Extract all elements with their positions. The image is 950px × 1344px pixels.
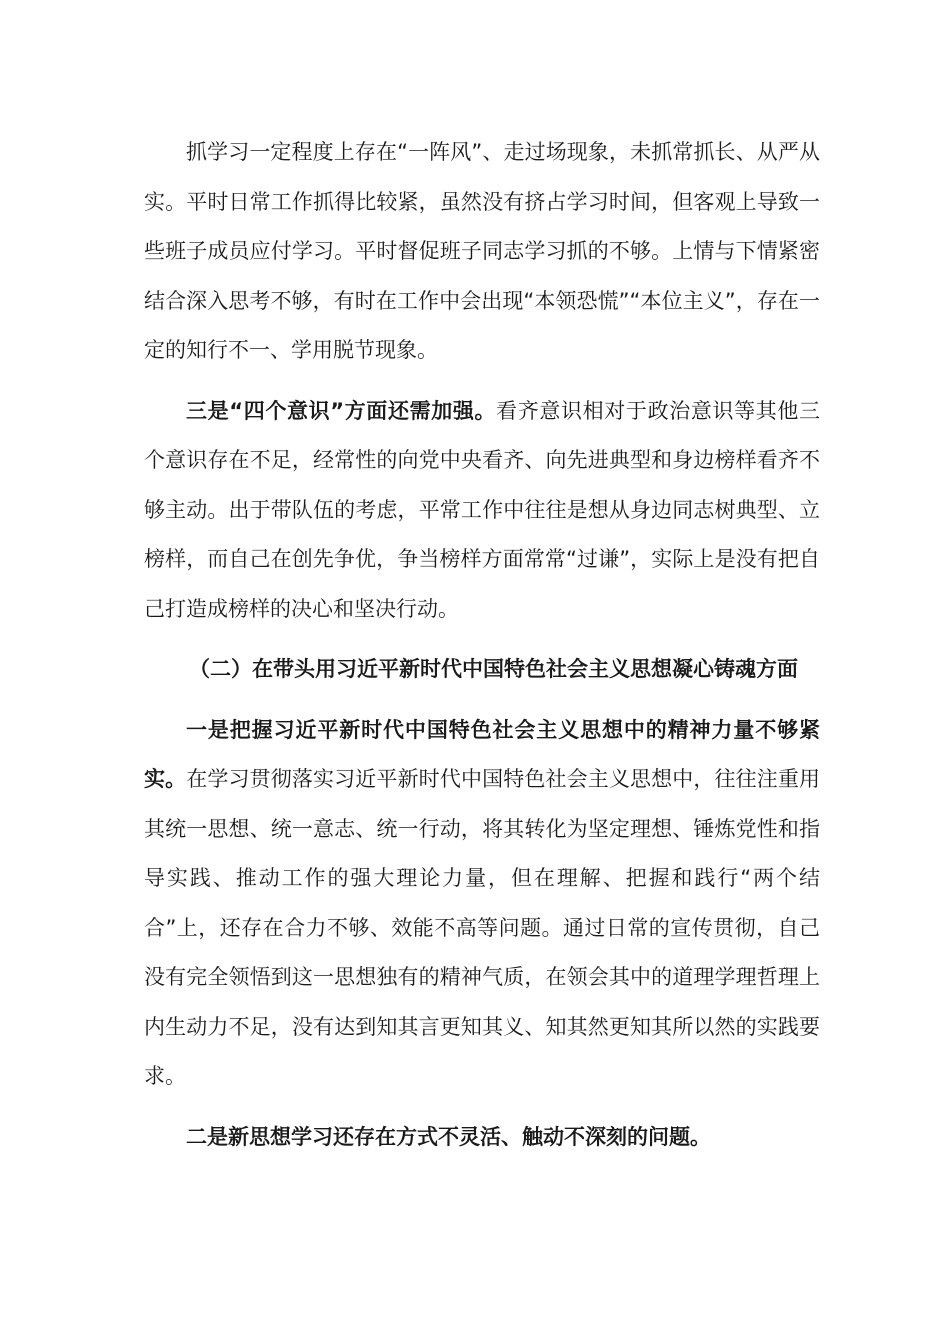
body-paragraph: [144, 1113, 820, 1163]
paragraph-lead: 三是“四个意识”方面还需加强。: [186, 398, 497, 423]
paragraph-text: 在学习贯彻落实习近平新时代中国特色社会主义思想中，往往注重用其统一思想、统一意志、统一行动，将其转化为坚定理想、锤炼党性和指导实践、推动工作的强大理论力量，但在理解、把握和践行“两个结合”上，还存在合力不够、效能不高等问题。通过日常的宣传贯彻，自己没有完全领悟到这一思想独有的精神气质，在领会其中的道理学理哲理上内生动力不足，没有达到知其言更知其义、知其然更知其所以然的实践要求。: [144, 767, 821, 1088]
body-paragraph: [144, 128, 820, 376]
body-paragraph: [144, 706, 820, 1102]
paragraph-lead: 二是新思想学习还存在方式不灵活、触动不深刻的问题。: [186, 1124, 711, 1149]
body-paragraph: [144, 387, 820, 635]
paragraph-text: 看齐意识相对于政治意识等其他三个意识存在不足，经常性的向党中央看齐、向先进典型和身边榜样看齐不够主动。出于带队伍的考虑，平常工作中往往是想从身边同志树典型、立榜样，而自己在创先争优，争当榜样方面常常“过谦”，实际上是没有把自己打造成榜样的决心和坚决行动。: [144, 398, 821, 621]
paragraph-text: 抓学习一定程度上存在“一阵风”、走过场现象，未抓常抓长、从严从实。平时日常工作抓得比较紧，虽然没有挤占学习时间，但客观上导致一些班子成员应付学习。平时督促班子同志学习抓的不够。上情与下情紧密结合深入思考不够，有时在工作中会出现“本领恐慌”“本位主义”，存在一定的知行不一、学用脱节现象。: [144, 140, 820, 362]
paragraph-lead: 一是把握习近平新时代中国特色社会主义思想中的精神力量不够紧实。: [144, 717, 820, 791]
document-page: [144, 128, 820, 1165]
section-heading: （二）在带头用习近平新时代中国特色社会主义思想凝心铸魂方面: [189, 657, 798, 681]
